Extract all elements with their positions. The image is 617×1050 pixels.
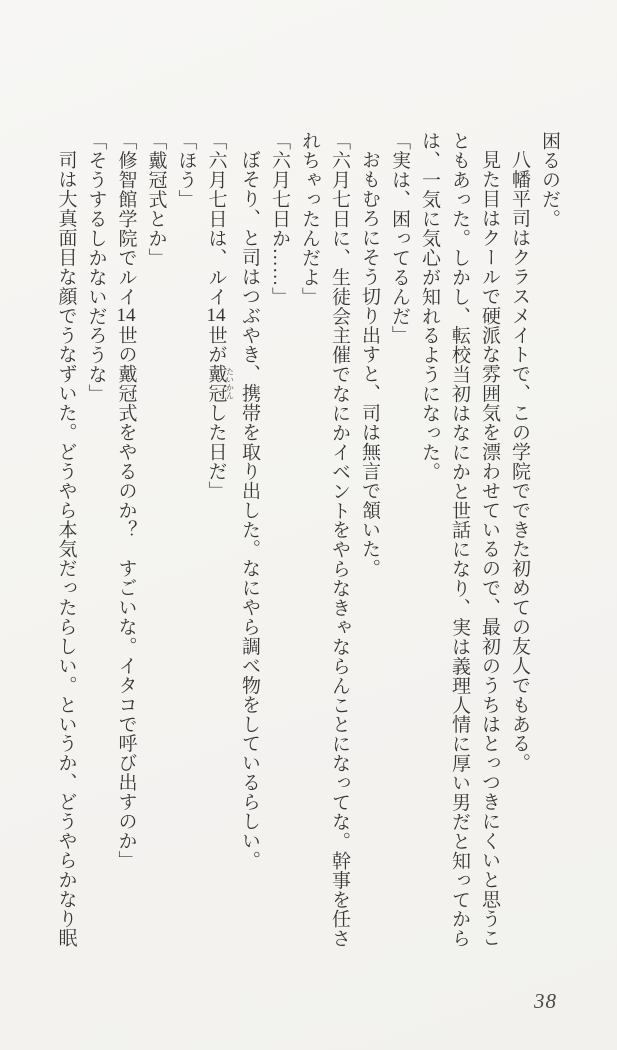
text-line: 見た目はクールで硬派な雰囲気を漂わせているので、最初のうちはとっつきにくいと思うこ	[479, 150, 500, 948]
line-segment: した日だ」	[205, 402, 227, 501]
tatechuyoko-number: 14	[206, 306, 226, 326]
ruby-annotated-word	[205, 363, 235, 403]
line-segment: 世が	[205, 325, 227, 364]
text-line: は、一気に気心が知れるようになった。	[419, 131, 440, 482]
line-segment: 「修智館学院でルイ	[115, 131, 137, 307]
text-line: 司は大真面目な顔でうなずいた。どうやら本気だったらしい。というか、どうやらかなり眠	[55, 150, 77, 948]
text-line: ともあった。しかし、転校当初はなにかと世話になり、実は義理人情に厚い男だと知ってから	[449, 131, 470, 948]
text-line-dialogue: 「六月七日か……」	[269, 131, 290, 307]
vertical-text-block	[51, 131, 565, 949]
text-line-dialogue: 「そうするしかないだろうな」	[85, 131, 107, 404]
line-segment: 「六月七日は、ルイ	[205, 131, 227, 307]
text-line: ぼそり、と司はつぶやき、携帯を取り出した。なにやら調べ物をしているらしい。	[239, 150, 260, 870]
text-line-dialogue: 「ほう」	[175, 131, 197, 209]
text-line-dialogue: 「六月七日に、生徒会主催でなにかイベントをやらなきゃならんことになってな。幹事を任さ	[329, 131, 350, 948]
ruby-base: 戴冠	[205, 363, 227, 403]
text-line-dialogue	[201, 131, 235, 949]
text-line-dialogue	[111, 131, 141, 949]
text-line: 困るのだ。	[539, 131, 560, 229]
page-number: 38	[534, 989, 557, 1013]
tatechuyoko-number: 14	[116, 306, 136, 326]
text-line: 八幡平司はクラスメイトで、この学院でできた初めての友人でもある。	[509, 150, 530, 773]
text-line: おもむろにそう切り出すと、司は無言で頷いた。	[359, 150, 380, 578]
text-line-dialogue: れちゃったんだよ」	[299, 131, 320, 307]
line-segment: 世の戴冠式をやるのか？ すごいな。イタコで呼び出すのか」	[115, 325, 137, 870]
text-line-dialogue: 「戴冠式とか」	[145, 131, 167, 268]
text-line-dialogue: 「実は、困ってるんだ」	[389, 131, 410, 345]
ruby-furigana: たいかん	[225, 363, 235, 403]
